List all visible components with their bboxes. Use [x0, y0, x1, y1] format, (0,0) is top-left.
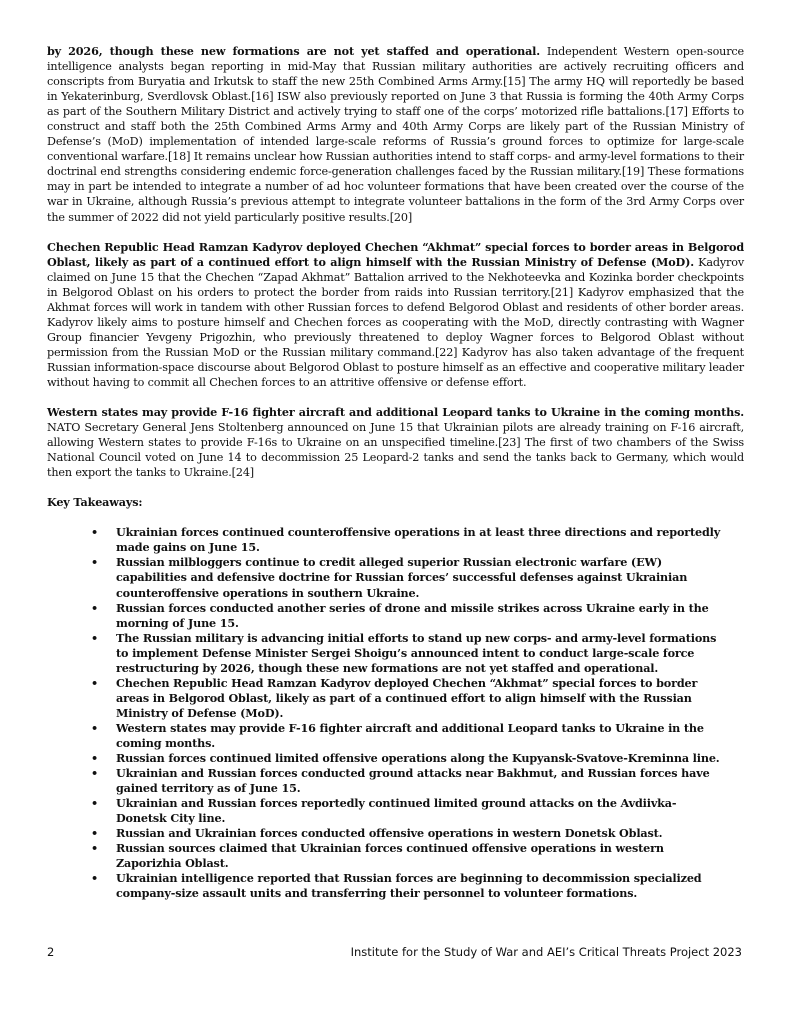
- key-takeaways-list: [47, 525, 744, 901]
- key-takeaway-item: [47, 676, 744, 721]
- bullet-icon: •: [91, 600, 99, 615]
- bullet-icon: •: [91, 796, 99, 811]
- paragraph-body: NATO Secretary General Jens Stoltenberg announced on June 15 that Ukrainian pilots are already training on F-16 aircraft, allowing Western states to provide F-16s to Ukraine on an unspecified timeline.[23] The first of two chambers of the Swiss National Council voted on June 14 to decommission 25 Leopard-2 tanks and send the tanks back to Germany, which would then export the tanks to Ukraine.[24]: [47, 421, 744, 480]
- document-page: [47, 44, 744, 901]
- key-takeaway-text: The Russian military is advancing initial efforts to stand up new corps- and army-level formations to implement Defense Minister Sergei Shoigu’s announced intent to conduct large-scale force restructuring by 2026, though these new formations are not yet staffed and operational.: [116, 630, 717, 675]
- key-takeaway-item: [47, 525, 744, 555]
- paragraph-lead: Western states may provide F-16 fighter aircraft and additional Leopard tanks to Ukraine in the coming months.: [47, 405, 744, 420]
- paragraph-lead: by 2026, though these new formations are not yet staffed and operational.: [47, 44, 541, 58]
- key-takeaway-text: Russian sources claimed that Ukrainian forces continued offensive operations in western Zaporizhia Oblast.: [116, 841, 664, 871]
- key-takeaway-item: [47, 796, 744, 826]
- bullet-icon: •: [91, 871, 99, 886]
- key-takeaway-item: [47, 841, 744, 871]
- paragraph-body: Kadyrov claimed on June 15 that the Chechen “Zapad Akhmat” Battalion arrived to the Nekhoteevka and Kozinka border checkpoints in Belgorod Oblast on his orders to protect the border from raids into Russian territory.[21] Kadyrov emphasized that the Akhmat forces will work in tandem with other Russian forces to defend Belgorod Oblast and residents of other border areas. Kadyrov likely aims to posture himself and Chechen forces as cooperating with the MoD, directly contrasting with Wagner Group financier Yevgeny Prigozhin, who previously threatened to deploy Wagner forces to Belgorod Oblast without permission from the Russian MoD or the Russian military command.[22] Kadyrov has also taken advantage of the frequent Russian information-space discourse about Belgorod Oblast to posture himself as an effective and cooperative military leader without having to commit all Chechen forces to an attritive offensive or defense effort.: [47, 255, 744, 389]
- bullet-icon: •: [91, 525, 99, 540]
- key-takeaways-heading: Key Takeaways:: [47, 495, 143, 510]
- key-takeaway-item: [47, 766, 744, 796]
- key-takeaway-text: Russian milbloggers continue to credit alleged superior Russian electronic warfare (EW) capabilities and defensive doctrine for Russian forces’ successful defenses against Ukrainian counteroffensive operations in southern Ukraine.: [116, 555, 688, 600]
- paragraph-lead: Chechen Republic Head Ramzan Kadyrov deployed Chechen “Akhmat” special forces to border areas in Belgorod Oblast, likely as part of a continued effort to align himself with the Russian Ministry of Defense (MoD).: [47, 239, 744, 269]
- key-takeaway-text: Western states may provide F-16 fighter aircraft and additional Leopard tanks to Ukraine in the coming months.: [116, 720, 704, 750]
- key-takeaway-text: Russian and Ukrainian forces conducted offensive operations in western Donetsk Oblast.: [116, 826, 663, 841]
- key-takeaway-item: [47, 751, 744, 766]
- key-takeaway-item: [47, 871, 744, 901]
- bullet-icon: •: [91, 766, 99, 781]
- key-takeaway-item: [47, 631, 744, 676]
- paragraph-kadyrov-belgorod: [47, 240, 744, 390]
- key-takeaway-item: [47, 555, 744, 600]
- key-takeaway-text: Russian forces continued limited offensive operations along the Kupyansk-Svatove-Kreminna line.: [116, 751, 720, 766]
- key-takeaway-text: Ukrainian and Russian forces reportedly continued limited ground attacks on the Avdiivka-Donetsk City line.: [116, 796, 677, 826]
- key-takeaway-item: [47, 826, 744, 841]
- key-takeaway-item: [47, 601, 744, 631]
- bullet-icon: •: [91, 826, 99, 841]
- paragraph-f16-leopard: [47, 405, 744, 480]
- key-takeaway-text: Ukrainian intelligence reported that Russian forces are beginning to decommission specialized company-size assault units and transferring their personnel to volunteer formations.: [116, 871, 702, 901]
- bullet-icon: •: [91, 630, 99, 645]
- footer-organization: Institute for the Study of War and AEI’s Critical Threats Project 2023: [350, 945, 742, 959]
- bullet-icon: •: [91, 841, 99, 856]
- page-number: 2: [47, 945, 55, 959]
- paragraph-force-restructuring: [47, 44, 744, 225]
- bullet-icon: •: [91, 720, 99, 735]
- key-takeaway-text: Russian forces conducted another series of drone and missile strikes across Ukraine early in the morning of June 15.: [116, 600, 709, 630]
- bullet-icon: •: [91, 675, 99, 690]
- key-takeaway-text: Ukrainian forces continued counteroffensive operations in at least three directions and reportedly made gains on June 15.: [116, 525, 721, 555]
- key-takeaway-item: [47, 721, 744, 751]
- bullet-icon: •: [91, 751, 99, 766]
- key-takeaway-text: Chechen Republic Head Ramzan Kadyrov deployed Chechen “Akhmat” special forces to border areas in Belgorod Oblast, likely as part of a continued effort to align himself with the Russian Ministry of Defense (MoD).: [116, 675, 698, 720]
- bullet-icon: •: [91, 555, 99, 570]
- paragraph-body: Independent Western open-source intelligence analysts began reporting in mid-May that Russian military authorities are actively recruiting officers and conscripts from Buryatia and Irkutsk to staff the new 25th Combined Arms Army.[15] The army HQ will reportedly be based in Yekaterinburg, Sverdlovsk Oblast.[16] ISW also previously reported on June 3 that Russia is forming the 40th Army Corps as part of the Southern Military District and actively trying to staff one of the corps’ motorized rifle battalions.[17] Efforts to construct and staff both the 25th Combined Arms Army and 40th Army Corps are likely part of the Russian Ministry of Defense’s (MoD) implementation of intended large-scale reforms of Russia’s ground forces to optimize for large-scale conventional warfare.[18] It remains unclear how Russian authorities intend to staff corps- and army-level formations to their doctrinal end strengths considering endemic force-generation challenges faced by the Russian military.[19] These formations may in part be intended to integrate a number of ad hoc volunteer formations that have been created over the course of the war in Ukraine, although Russia’s previous attempt to integrate volunteer battalions in the form of the 3rd Army Corps over the summer of 2022 did not yield particularly positive results.[20]: [47, 45, 744, 224]
- key-takeaway-text: Ukrainian and Russian forces conducted ground attacks near Bakhmut, and Russian forces have gained territory as of June 15.: [116, 766, 710, 796]
